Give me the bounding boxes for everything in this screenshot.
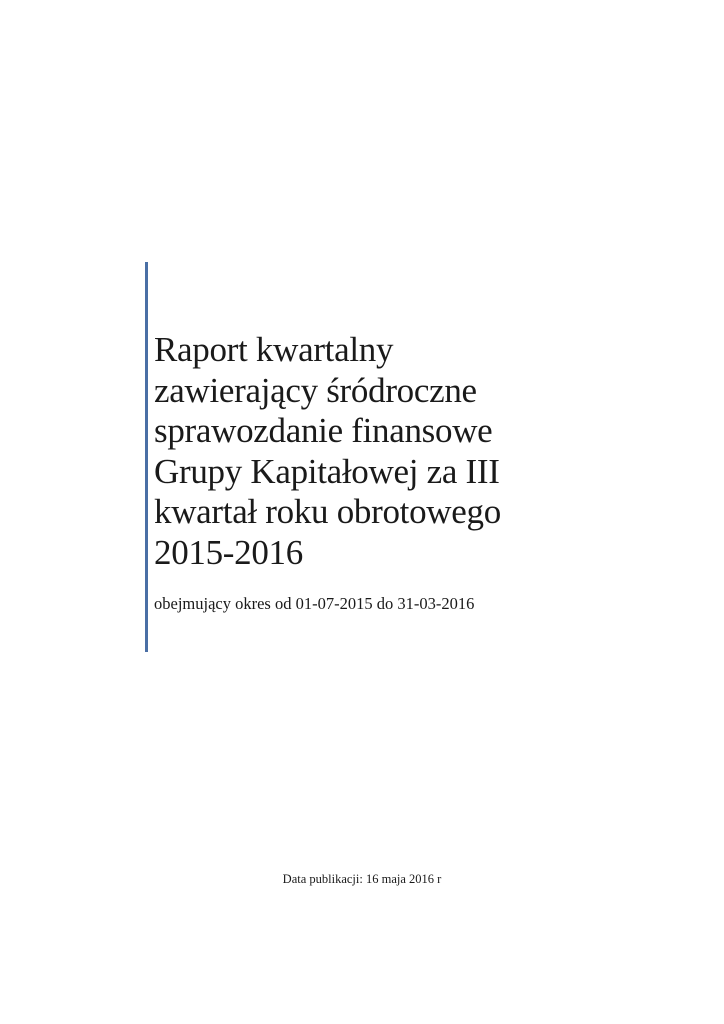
accent-bar [145,262,148,652]
report-period-subtitle: obejmujący okres od 01-07-2015 do 31-03-2016 [154,594,475,613]
title-line-5: kwartał roku obrotowego [154,492,501,531]
title-line-4: Grupy Kapitałowej za III [154,451,500,491]
title-line-1: Raport kwartalny [154,330,394,369]
title-line-2: zawierający śródroczne [154,370,477,410]
publication-date: Data publikacji: 16 maja 2016 r [282,872,442,886]
report-title [154,330,674,573]
title-line-3: sprawozdanie finansowe [154,411,493,450]
title-line-6: 2015-2016 [154,532,303,572]
